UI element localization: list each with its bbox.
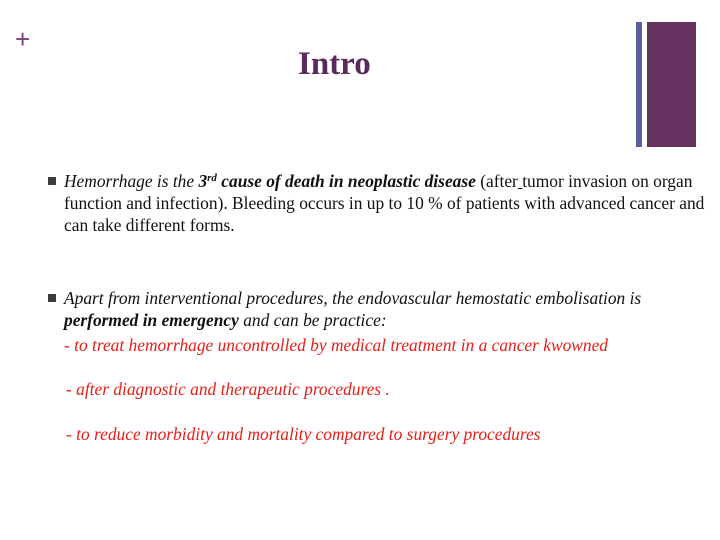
plus-icon: + [15, 24, 31, 54]
text-segment: (after [475, 171, 518, 191]
red-line-treat-hemorrhage: - to treat hemorrhage uncontrolled by medical treatment in a cancer kwowned [64, 335, 608, 355]
text-segment: and can be practice: [238, 310, 387, 330]
bullet-icon [48, 294, 56, 302]
text-segment-bold [198, 171, 475, 191]
red-line-reduce-morbidity: - to reduce morbidity and mortality compared to surgery procedures [66, 424, 541, 444]
text-segment: Hemorrhage is the [64, 171, 199, 191]
text-segment: cause of death in neoplastic disease [216, 171, 476, 191]
bullet-paragraph-embolisation [64, 287, 716, 331]
superscript: rd [207, 172, 217, 184]
decorative-bar-thick [647, 22, 696, 147]
text-segment: Apart from interventional procedures, the endovascular hemostatic embolisation is [64, 288, 642, 308]
decorative-bar-thin [636, 22, 642, 147]
red-line-after-diagnostic: - after diagnostic and therapeutic procedures . [66, 379, 390, 399]
text-segment: tumor invasion on organ function and infection). Bleeding occurs in up to 10 % of patients with advanced cancer and can take different forms. [64, 171, 705, 235]
text-segment-bold: performed in emergency [64, 310, 239, 330]
bullet-paragraph-hemorrhage [64, 170, 716, 236]
bullet-icon [48, 177, 56, 185]
text-segment: 3 [198, 171, 208, 191]
slide-title: Intro [298, 46, 371, 82]
